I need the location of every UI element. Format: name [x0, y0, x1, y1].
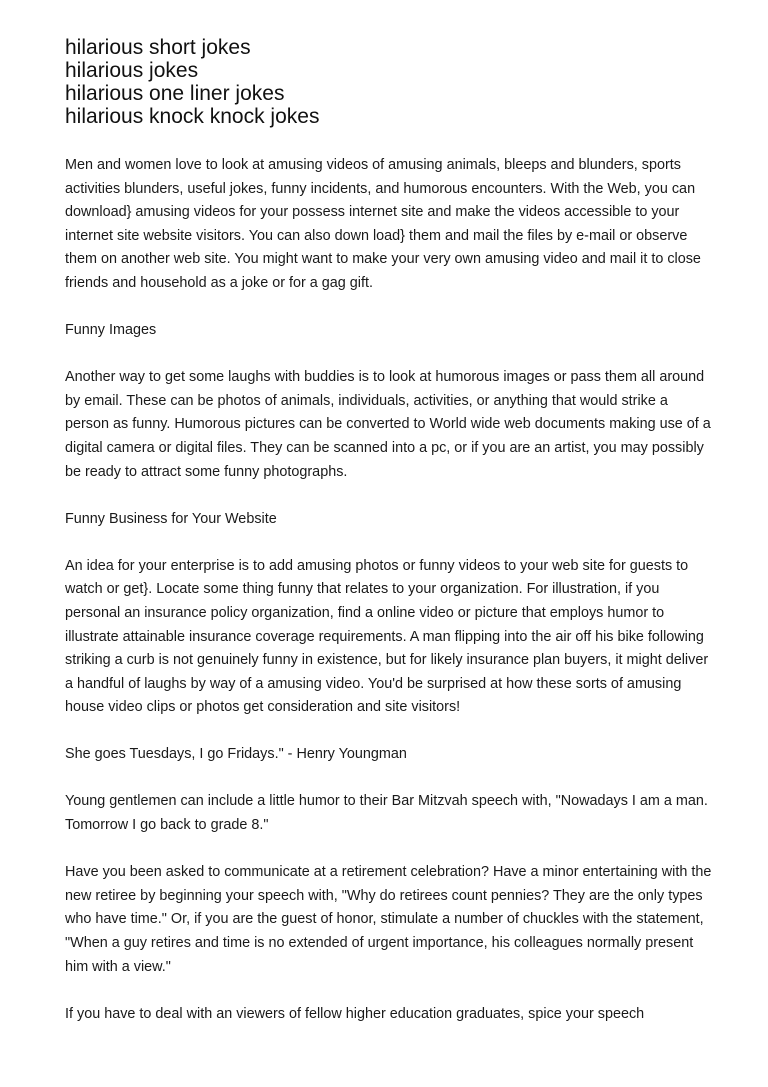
title-block — [65, 36, 715, 128]
graduates-paragraph: If you have to deal with an viewers of fellow higher education graduates, spice your speech — [65, 1005, 645, 1022]
title-line-4: hilarious knock knock jokes — [65, 105, 320, 128]
funny-business-paragraph: An idea for your enterprise is to add amusing photos or funny videos to your web site for guests to watch or get}. Locate some thing funny that relates to your organization. For illustration, if you personal an insurance policy organization, find a online video or picture that employs humor to illustrate attainable insurance coverage requirements. A man flipping into the air off his bike following striking a curb is not genuinely funny in existence, but for likely insurance plan buyers, it might deliver a handful of laughs by way of a amusing video. You'd be surprised at how these sorts of amusing house video clips or photos get consideration and site visitors! — [65, 557, 709, 716]
document-page — [65, 36, 715, 1026]
title-line-2: hilarious jokes — [65, 59, 199, 82]
funny-images-paragraph: Another way to get some laughs with buddies is to look at humorous images or pass them all around by email. These can be photos of animals, individuals, activities, or anything that would strike a person as funny. Humorous pictures can be converted to World wide web documents making use of a digital camera or digital files. They can be scanned into a pc, or if you are an artist, you may possibly be ready to attract some funny photographs. — [65, 369, 711, 480]
intro-paragraph: Men and women love to look at amusing videos of amusing animals, bleeps and blunders, sports activities blunders, useful jokes, funny incidents, and humorous encounters. With the Web, you can download} amusing videos for your possess internet site and make the videos accessible to your internet site website visitors. You can also down load} them and mail the files by e-mail or observe them on another web site. You might want to make your very own amusing video and mail it to close friends and household as a joke or for a gag gift. — [65, 157, 701, 291]
title-line-3: hilarious one liner jokes — [65, 82, 285, 105]
quote-paragraph: She goes Tuesdays, I go Fridays." - Henry Youngman — [65, 746, 407, 763]
retirement-paragraph: Have you been asked to communicate at a retirement celebration? Have a minor entertaining with the new retiree by beginning your speech with, "Why do retirees count pennies? They are the only types who have time." Or, if you are the guest of honor, stimulate a number of chuckles with the statement, "When a guy retires and time is no extended of urgent importance, his colleagues normally present him with a view." — [65, 864, 712, 975]
bar-mitzvah-paragraph: Young gentlemen can include a little humor to their Bar Mitzvah speech with, "Nowadays I am a man. Tomorrow I go back to grade 8." — [65, 793, 708, 834]
section-heading-funny-images: Funny Images — [65, 322, 157, 339]
section-heading-funny-business: Funny Business for Your Website — [65, 510, 277, 527]
title-line-1: hilarious short jokes — [65, 36, 251, 59]
